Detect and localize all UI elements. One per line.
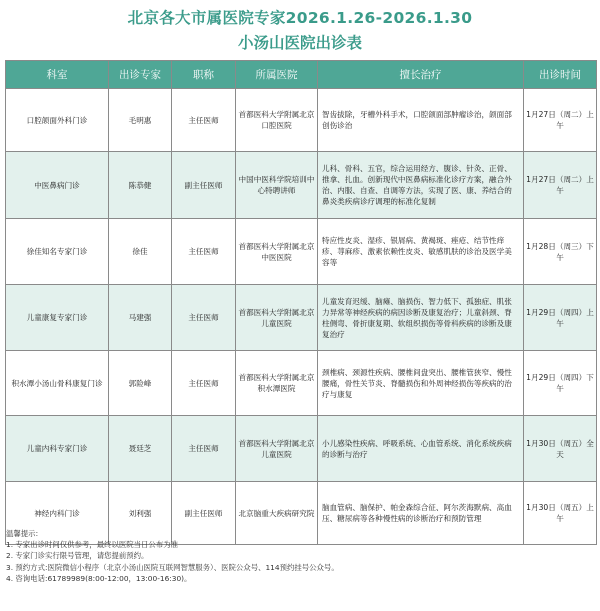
- row-rank: 主任医师: [172, 89, 236, 152]
- note-item: 1. 专家出诊时间仅供参考，最终以医院当日公布为准: [6, 540, 178, 550]
- row-specialty: 儿童发育迟缓、脑瘫、脑损伤、智力低下、孤独症、肌张力异常等神经疾病的病因诊断及康复治疗；儿童斜颈、脊柱侧弯、骨折康复期、软组织损伤等骨科疾病的诊断及康复治疗: [318, 285, 524, 351]
- row-expert: 聂廷芝: [109, 416, 172, 482]
- row-time: 1月29日（周四）下午: [524, 351, 597, 416]
- notes-section: [6, 528, 591, 584]
- row-specialty: 智齿拔除，牙槽外科手术，口腔颌面部肿瘤诊治，颌面部创伤诊治: [318, 89, 524, 152]
- table-row: [6, 89, 597, 152]
- row-hospital: 首都医科大学附属北京口腔医院: [236, 89, 318, 152]
- page-subtitle: 小汤山医院出诊表: [237, 34, 362, 52]
- header-rank: 职称: [172, 61, 236, 89]
- row-time: 1月27日（周二）上午: [524, 152, 597, 219]
- row-specialty: 颈椎病、颈源性疾病、腰椎间盘突出、腰椎管狭窄、慢性腰痛，骨性关节炎、脊髓损伤和外周神经损伤等疾病的治疗与康复: [318, 351, 524, 416]
- table-row: [6, 416, 597, 482]
- row-dept: 神经内科门诊: [6, 482, 109, 545]
- row-rank: 副主任医师: [172, 482, 236, 545]
- row-time: 1月27日（周二）上午: [524, 89, 597, 152]
- table-row: [6, 219, 597, 285]
- row-hospital: 首都医科大学附属北京积水潭医院: [236, 351, 318, 416]
- note-item: 2. 专家门诊实行限号管理，请您提前预约。: [6, 551, 149, 561]
- row-expert: 徐佳: [109, 219, 172, 285]
- row-expert: 刘利强: [109, 482, 172, 545]
- row-specialty: 小儿感染性疾病、呼吸系统、心血管系统、消化系统疾病的诊断与治疗: [318, 416, 524, 482]
- row-time: 1月30日（周五）全天: [524, 416, 597, 482]
- row-expert: 马建强: [109, 285, 172, 351]
- row-rank: 主任医师: [172, 219, 236, 285]
- header-dept: 科室: [6, 61, 109, 89]
- row-expert: 陈恭健: [109, 152, 172, 219]
- note-item: 3. 预约方式:医院微信小程序（北京小汤山医院互联网智慧服务）、医院公众号、114预约挂号公众号。: [6, 562, 339, 572]
- row-dept: 儿童康复专家门诊: [6, 285, 109, 351]
- row-hospital: 北京脑重大疾病研究院: [236, 482, 318, 545]
- row-rank: 主任医师: [172, 351, 236, 416]
- header-time: 出诊时间: [524, 61, 597, 89]
- row-rank: 主任医师: [172, 416, 236, 482]
- row-rank: 主任医师: [172, 285, 236, 351]
- header-specialty: 擅长治疗: [318, 61, 524, 89]
- row-dept: 积水潭小汤山骨科康复门诊: [6, 351, 109, 416]
- table-row: [6, 152, 597, 219]
- schedule-table: [5, 60, 597, 545]
- row-expert: 毛明惠: [109, 89, 172, 152]
- note-item: 4. 咨询电话:61789989(8:00-12:00，13:00-16:30)。: [6, 573, 192, 583]
- page-title: 北京各大市属医院专家2026.1.26-2026.1.30: [127, 9, 473, 27]
- table-row: [6, 351, 597, 416]
- row-hospital: 首都医科大学附属北京儿童医院: [236, 285, 318, 351]
- row-hospital: 首都医科大学附属北京儿童医院: [236, 416, 318, 482]
- row-dept: 中医鼻病门诊: [6, 152, 109, 219]
- row-hospital: 中国中医科学院培训中心特聘讲师: [236, 152, 318, 219]
- row-hospital: 首都医科大学附属北京中医医院: [236, 219, 318, 285]
- row-dept: 儿童内科专家门诊: [6, 416, 109, 482]
- row-time: 1月29日（周四）上午: [524, 285, 597, 351]
- row-time: 1月28日（周三）下午: [524, 219, 597, 285]
- row-specialty: 特应性皮炎、湿疹、银屑病、黄褐斑、痤疮、结节性痒疹、荨麻疹、激素依赖性皮炎、敏感肌肤的诊治及医学美容等: [318, 219, 524, 285]
- row-specialty: 儿科、骨科、五官，综合运用经方、腹诊、针灸、正骨、推拿、扎血。创新现代中医鼻病标准化诊疗方案，融合外治、内服、自查、自调等方法，实现了医、康、养结合的鼻炎类疾病诊疗调理的标准化复制: [318, 152, 524, 219]
- header-expert: 出诊专家: [109, 61, 172, 89]
- notes-heading: 温馨提示:: [6, 529, 39, 538]
- row-specialty: 脑血管病、脑保护、帕金森综合征、阿尔茨海默病、高血压、糖尿病等各种慢性病的诊断治疗和预防管理: [318, 482, 524, 545]
- table-header-row: [6, 61, 597, 89]
- header-hospital: 所属医院: [236, 61, 318, 89]
- row-dept: 徐佳知名专家门诊: [6, 219, 109, 285]
- row-expert: 郭险峰: [109, 351, 172, 416]
- row-time: 1月30日（周五）上午: [524, 482, 597, 545]
- row-dept: 口腔颌面外科门诊: [6, 89, 109, 152]
- table-row: [6, 285, 597, 351]
- row-rank: 副主任医师: [172, 152, 236, 219]
